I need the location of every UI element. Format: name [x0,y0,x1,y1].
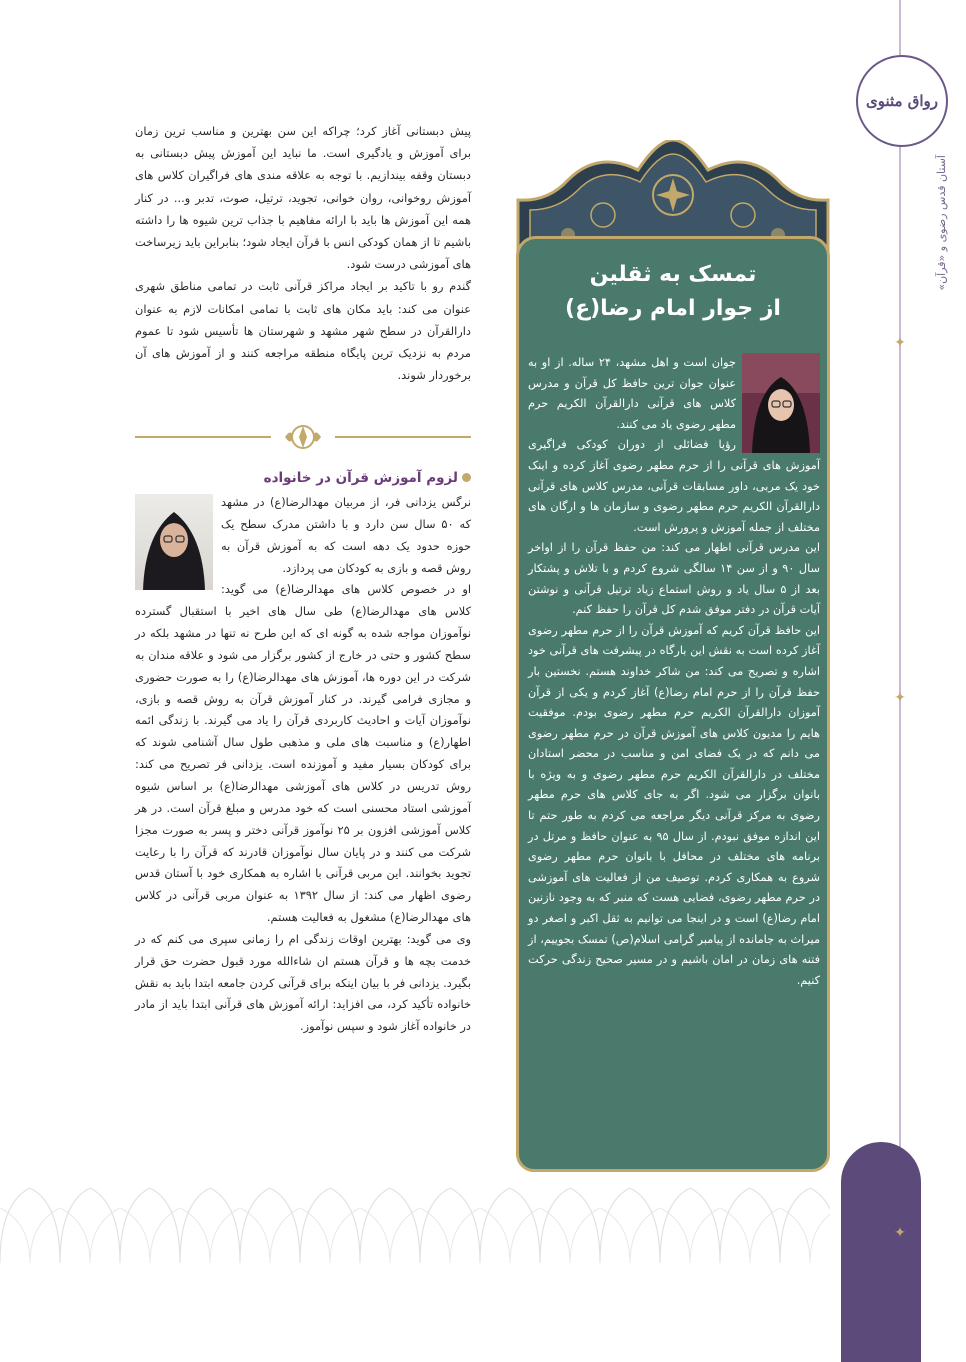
section-divider [135,420,471,454]
sidebar-text [528,353,820,991]
logo-text: رواق مثنوی [865,91,939,110]
paragraph: رؤیا فضائلی از دوران کودکی فراگیری آموزش های قرآنی را از حرم مطهر رضوی آغاز کرده و اینک خود یک مربی، داور مسابقات قرآنی، مدرس کلاس های قرآنی دارالقرآن الکریم حرم مطهر رضوی و سازمان ها و ارگان های مختلف از جمله آموزش و پرورش است. [528,438,820,534]
section-heading [135,470,471,486]
paragraph: وی می گوید: بهترین اوقات زندگی ام را زمانی سپری می کنم که در خدمت بچه ها و قرآن هستم ان شاءالله مورد قبول حضرت حق قرار بگیرد. یزدانی فر با بیان اینکه برای قرآنی کردن جامعه ابتدا باید به نقش خانواده تأکید کرد، می افزاید: ارائه آموزش های قرآنی ابتدا باید از مادر در خانواده آغاز شود و سپس نوآموز. [135,931,471,1034]
page-number: ۲۳۰ [855,1178,888,1199]
sidebar-title-line: از جوار امام رضا(ع) [565,296,781,322]
paragraph: این مدرس قرآنی اظهار می کند: من حفظ قرآن را از اواخر سال ۹۰ و از سن ۱۴ سالگی شروع کردم و با تلاش و پشتکار بعد از ۵ سال یاد و روش استماع زیاد ترتیل قرآنی و نوشتن آیات قرآن در دفتر موفق شدم کل قرآن را حفظ کنم. [528,541,820,617]
bullet-icon [462,473,471,482]
ornament-icon: ✦ [894,690,906,706]
margin-bar [841,1142,921,1362]
paragraph: جوان است و اهل مشهد، ۲۴ ساله. از او به عنوان جوان ترین حافظ کل قرآن و مدرس کلاس های قرآنی دارالقرآن الکریم حرم مطهر رضوی یاد می کنند. [528,356,736,431]
paragraph: این حافظ قرآن کریم که آموزش قرآن را از حرم مطهر رضوی آغاز کرده است به نقش این بارگاه در پیشرفت های قرآنی خود اشاره و تصریح می کند: من شاکر خداوند هستم. نخستین بار حفظ قرآن را از حرم امام رضا(ع) آغاز کردم و یکی از قرآن آموزان دارالقرآن الکریم حرم مطهر رضوی بودم. موفقیت هایم را مدیون کلاس های آموزش قرآن در حرم مطهر رضوی می دانم که در یک فضای امن و مناسب در محضر استادان مختلف در دارالقرآن الکریم حرم مطهر رضوی و به ویژه با بانوان برگزار می شود. اگر به جای کلاس های حرم مطهر رضوی به مرکز قرآنی دیگر مراجعه می کردم به طور حتم تا این اندازه موفق نبودم. از سال ۹۵ به عنوان حافظ و مرتل در برنامه های مختلف در محافل با بانوان حرم مطهر رضوی شروع به همکاری کردم. توصیف من از فعالیت های آموزشی در حرم مطهر رضوی، فضایی هست که منبر که به وجود نازنین امام رضا(ع) است و در اینجا می توانیم به ثقل اکبر و اصغر دو میراث به جامانده از پیامبر گرامی اسلام(ص) تمسک بجوییم، از فتنه های زمان در امان باشیم و در مسیر صحیح زندگی حرکت کنیم. [528,623,820,987]
paragraph: پیش دبستانی آغاز کرد؛ چراکه این سن بهترین و مناسب ترین زمان برای آموزش و یادگیری است. ما نباید این آموزش پیش دبستانی به دبستان وقفه بیندازیم. با توجه به علاقه مندی های فراگیران کلاس های آموزش روخوانی، روان خوانی، تجوید، ترتیل، صوت، تدبر و... در کنار همه این آموزش ها باید با ارائه مفاهیم با جذاب ترین شیوه ها را داشته باشیم تا از همان کودکی انس با قرآن ایجاد شود؛ بنابراین باید زیرساخت های آموزشی درست شود. [135,124,471,272]
bottom-pattern [0,1183,830,1263]
left-column-body [135,492,471,1038]
vertical-caption: آستان قدس رضوی و «قرآن» [935,155,948,291]
right-margin-decoration [856,0,966,1362]
paragraph: نرگس یزدانی فر، از مربیان مهدالرضا(ع) در مشهد که ۵۰ سال سن دارد و با داشتن مدرک سطح یک حوزه حدود یک دهه است که به آموزش قرآن به روش قصه و بازی به کودکان می پردازد. [221,495,471,575]
ornament-icon: ✦ [894,1225,906,1241]
left-column-intro [135,120,471,386]
person-icon [135,494,213,590]
portrait-photo [742,353,820,453]
magazine-logo [856,55,948,147]
section-heading-text: لزوم آموزش قرآن در خانواده [263,470,458,486]
sidebar-title [538,258,808,326]
sidebar-title-line: تمسک به ثقلین [589,262,757,287]
person-icon [742,353,820,453]
portrait-photo [135,494,213,590]
sidebar-box [508,140,838,1170]
paragraph: او در خصوص کلاس های مهدالرضا(ع) می گوید: کلاس های مهدالرضا(ع) طی سال های اخیر با استقبال گسترده نوآموزان مواجه شده به گونه ای که این طرح نه تنها در مشهد بلکه در سطح کشور و حتی در خارج از کشور برگزار می شود و علاقه مندان به شرکت در این دوره ها، آموزش های مهدالرضا(ع) را به صورت حضوری و مجازی فرامی گیرند. در کنار آموزش قرآن به روش قصه و بازی، نوآموزان آیات و احادیث کاربردی قرآن را یاد می گیرند. با زندگی ائمه اطهار(ع) و مناسبت های ملی و مذهبی طول سال آشنامی شوند که برای کودکان بسیار مفید و آموزنده است. یزدانی فر تصریح می کند: روش تدریس در کلاس های آموزشی مهدالرضا(ع) بر اساس شیوه آموزشی استاد محسنی است که خود مدرس و مبلغ قرآن است. در هر کلاس آموزشی افزون بر ۲۵ نوآموز قرآنی دختر و پسر به صورت مجزا شرکت می کنند و در پایان سال نوآموزان قادرند که قرآن را با رعایت تجوید بخوانند. این مربی قرآنی با اشاره به همکاری خود با آستان قدس رضوی اظهار می کند: از سال ۱۳۹۲ به عنوان مربی قرآنی در کلاس های مهدالرضا(ع) مشغول به فعالیت هستم. [135,582,471,925]
paragraph: گندم رو با تاکید بر ایجاد مراکز قرآنی ثابت در تمامی مناطق شهری عنوان می کند: باید مکان های ثابت با تمامی امکانات لازم به عنوان دارالقرآن در سطح شهر مشهد و شهرستان ها تأسیس شود تا عموم مردم به نزدیک ترین پایگاه منطقه مراجعه کنند و از آموزش های آن برخوردار شوند. [135,279,471,383]
ornament-icon: ✦ [894,335,906,351]
